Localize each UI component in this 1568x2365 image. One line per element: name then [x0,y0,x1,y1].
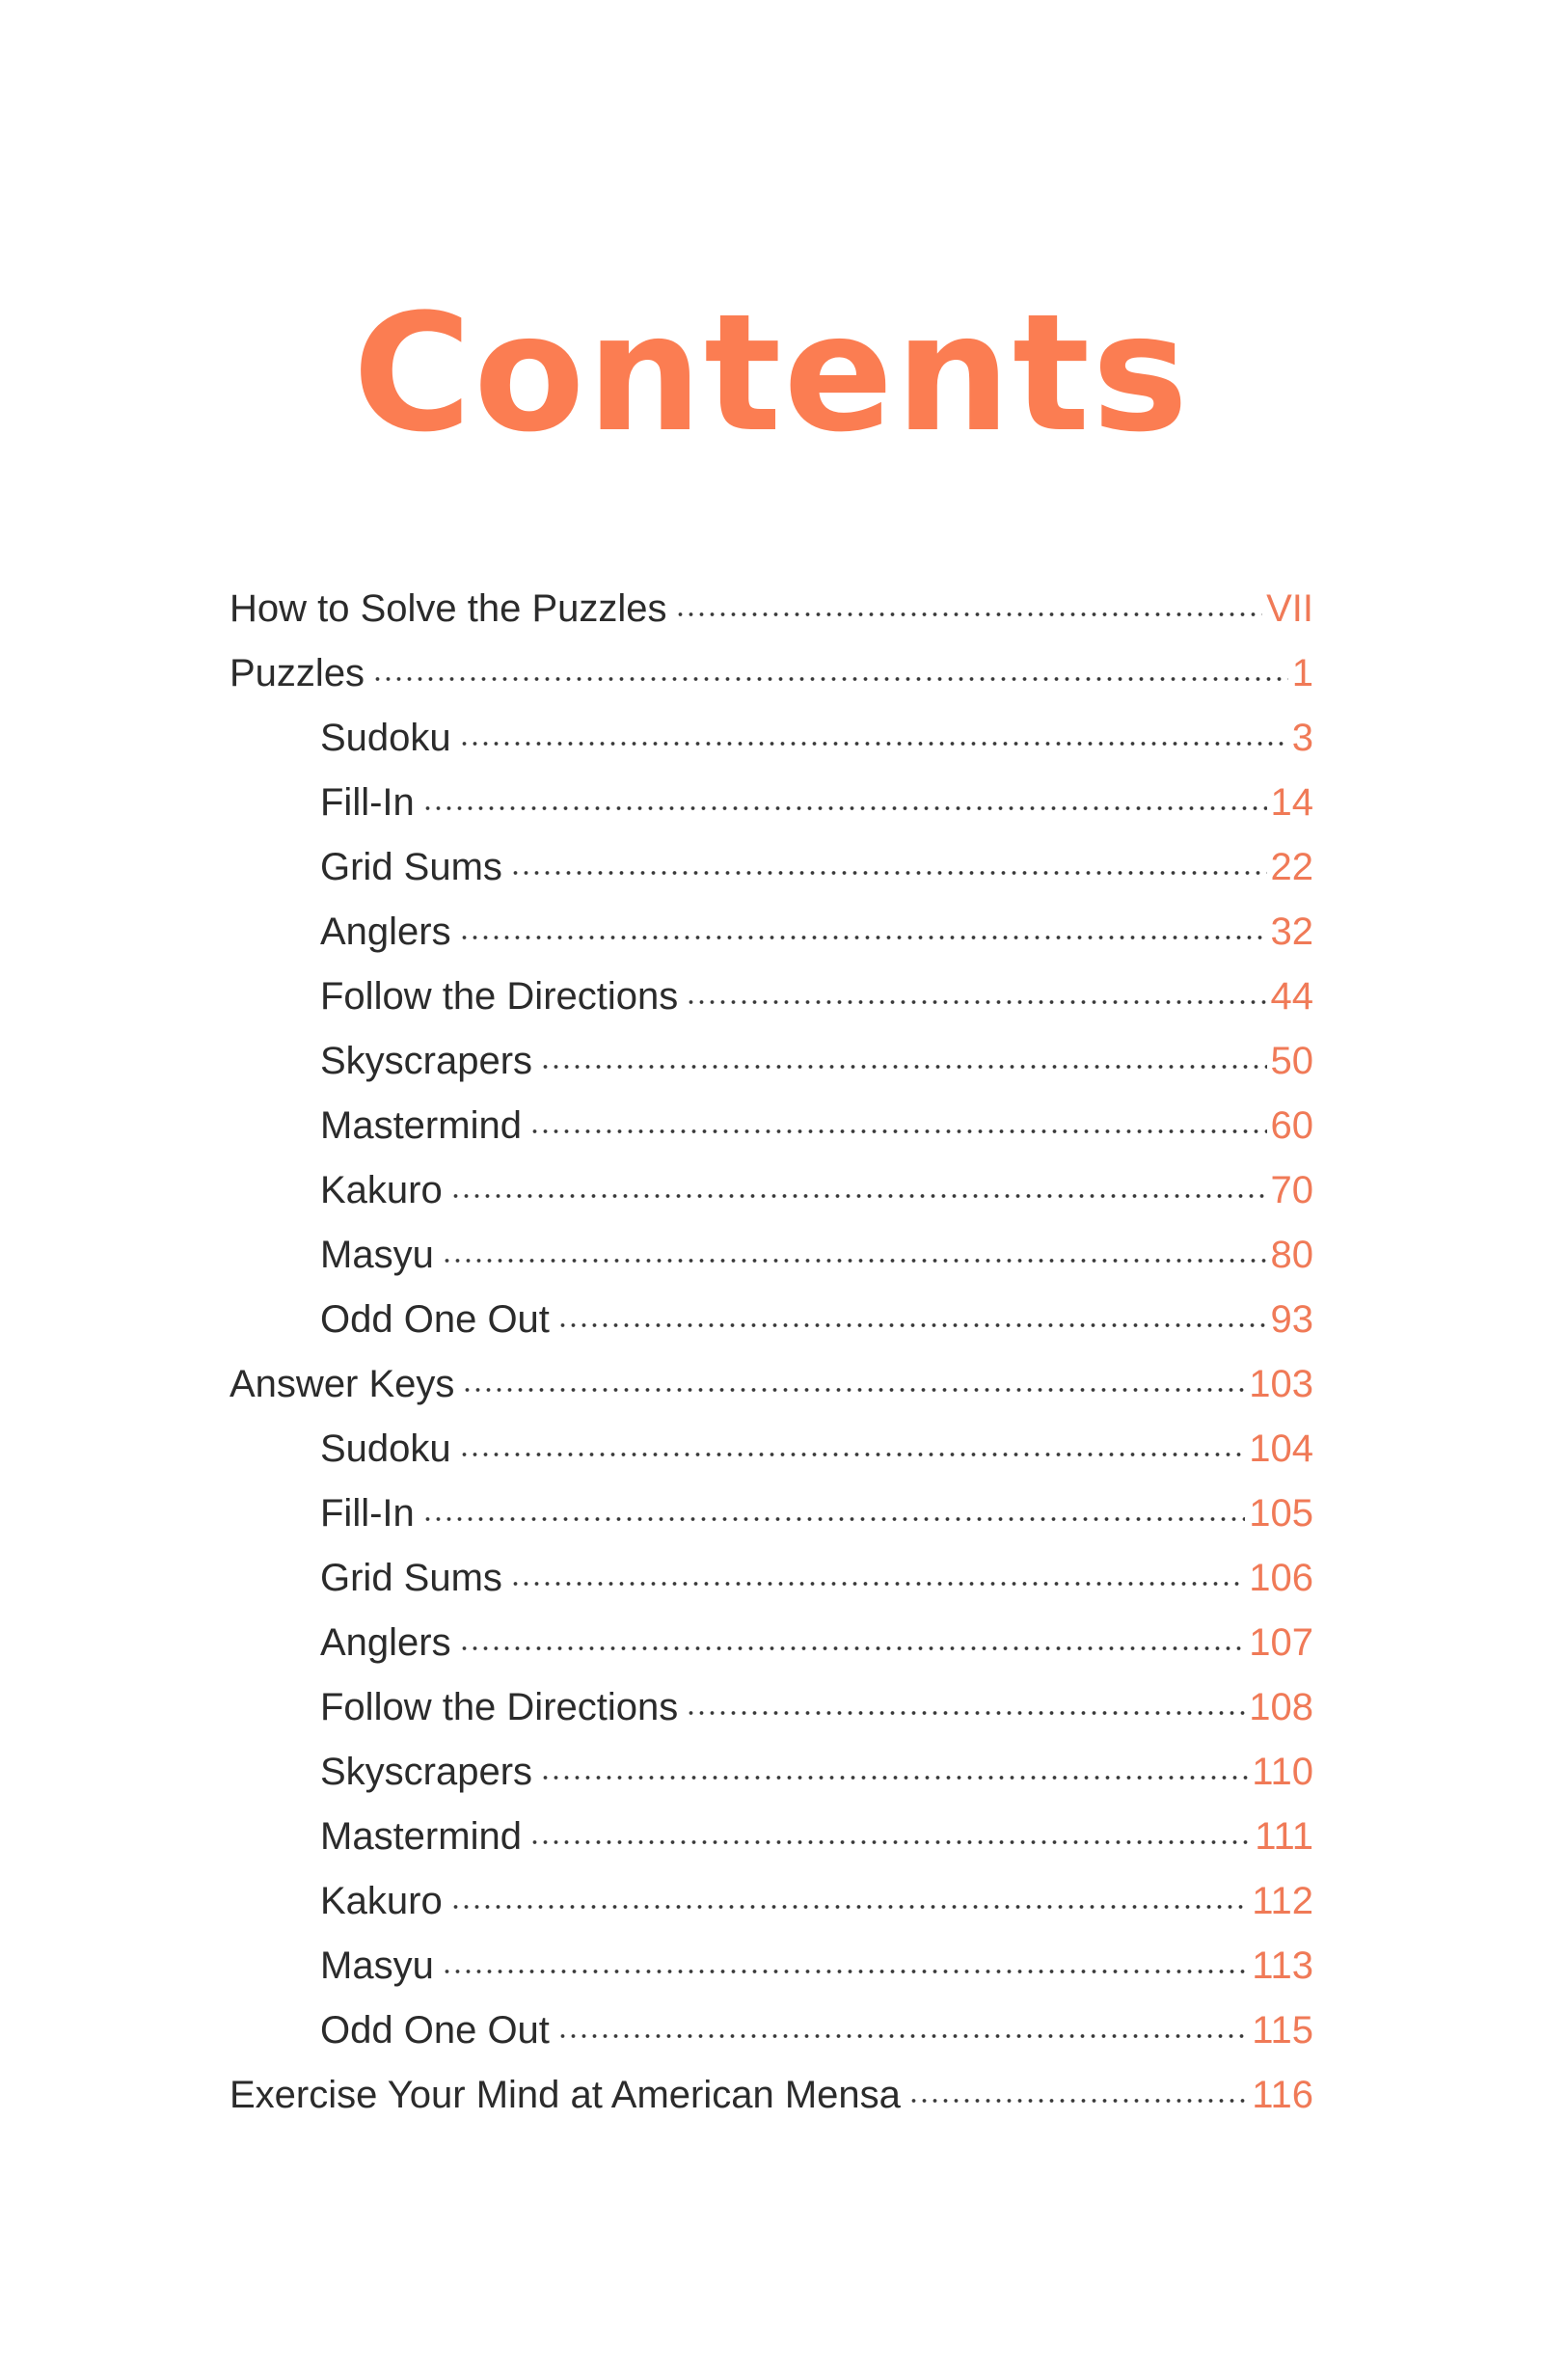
toc-entry-page: 112 [1252,1880,1313,1922]
dot-leader [557,1320,1267,1330]
dot-leader [557,2031,1248,2041]
toc-entry-label: Anglers [320,911,451,953]
dot-leader [450,1191,1267,1201]
toc-entry-page: 32 [1270,911,1313,953]
toc-entry-answers-sudoku[interactable] [230,1417,1313,1482]
toc-entry-answers-masyu[interactable] [230,1934,1313,1998]
dot-leader [686,997,1266,1007]
toc-entry-page: 107 [1249,1621,1313,1664]
toc-entry-page: VII [1266,587,1313,630]
toc-entry-sudoku[interactable] [230,706,1313,771]
dot-leader [462,1385,1245,1395]
toc-entry-label: Odd One Out [320,2009,550,2052]
dot-leader [422,803,1267,813]
toc-entry-label: Follow the Directions [320,975,679,1018]
dot-leader [459,1644,1246,1653]
toc-entry-label: Sudoku [320,717,451,759]
dot-leader [510,1579,1245,1589]
toc-entry-label: Sudoku [320,1427,451,1470]
dot-leader [908,2096,1248,2106]
toc-entry-follow-the-directions[interactable] [230,965,1313,1029]
toc-entry-label: Kakuro [320,1880,443,1922]
toc-entry-page: 44 [1270,975,1313,1018]
toc-entry-fill-in[interactable] [230,771,1313,835]
toc-entry-masyu[interactable] [230,1223,1313,1288]
toc-entry-label: Anglers [320,1621,451,1664]
toc-entry-page: 70 [1270,1169,1313,1211]
toc-entry-label: Kakuro [320,1169,443,1211]
toc-entry-label: Answer Keys [230,1363,455,1405]
toc-entry-odd-one-out[interactable] [230,1288,1313,1352]
toc-entry-kakuro[interactable] [230,1158,1313,1223]
toc-entry-label: Masyu [320,1944,434,1987]
toc-entry-page: 106 [1249,1557,1313,1599]
toc-entry-anglers[interactable] [230,900,1313,965]
toc-entry-page: 60 [1270,1104,1313,1147]
toc-entry-page: 14 [1270,781,1313,824]
toc-entry-page: 80 [1270,1234,1313,1276]
toc-entry-mastermind[interactable] [230,1094,1313,1158]
toc-entry-page: 115 [1252,2009,1313,2052]
page-title: Contents [352,278,1191,468]
toc-entry-page: 105 [1249,1492,1313,1535]
toc-entry-skyscrapers[interactable] [230,1029,1313,1094]
table-of-contents [230,577,1313,2128]
toc-entry-answers-fill-in[interactable] [230,1482,1313,1546]
toc-entry-answers-follow-the-directions[interactable] [230,1675,1313,1740]
toc-entry-page: 50 [1270,1040,1313,1082]
toc-entry-answers-mastermind[interactable] [230,1805,1313,1869]
toc-entry-label: Exercise Your Mind at American Mensa [230,2074,901,2116]
toc-entry-page: 104 [1249,1427,1313,1470]
dot-leader [540,1773,1248,1782]
toc-entry-page: 22 [1270,846,1313,888]
toc-entry-how-to-solve[interactable] [230,577,1313,641]
toc-entry-page: 3 [1291,717,1313,759]
dot-leader [529,1837,1251,1847]
dot-leader [540,1062,1266,1072]
toc-entry-label: Grid Sums [320,1557,502,1599]
toc-entry-grid-sums[interactable] [230,835,1313,900]
toc-entry-label: Skyscrapers [320,1040,533,1082]
toc-entry-exercise-your-mind[interactable] [230,2063,1313,2128]
dot-leader [529,1127,1267,1136]
toc-entry-label: Fill-In [320,1492,415,1535]
toc-entry-answers-grid-sums[interactable] [230,1546,1313,1611]
toc-entry-label: Masyu [320,1234,434,1276]
dot-leader [686,1708,1245,1718]
toc-entry-answers-kakuro[interactable] [230,1869,1313,1934]
toc-entry-label: Fill-In [320,781,415,824]
toc-entry-label: Grid Sums [320,846,502,888]
toc-entry-page: 108 [1249,1686,1313,1728]
dot-leader [459,933,1267,942]
toc-entry-page: 113 [1252,1944,1313,1987]
toc-entry-label: Follow the Directions [320,1686,679,1728]
toc-entry-answers-odd-one-out[interactable] [230,1998,1313,2063]
toc-entry-answers-anglers[interactable] [230,1611,1313,1675]
dot-leader [510,868,1267,878]
toc-entry-page: 93 [1270,1298,1313,1341]
toc-entry-puzzles[interactable] [230,641,1313,706]
toc-entry-label: Odd One Out [320,1298,550,1341]
toc-entry-answer-keys[interactable] [230,1352,1313,1417]
toc-entry-page: 1 [1291,652,1313,694]
dot-leader [459,739,1288,748]
toc-entry-label: Skyscrapers [320,1751,533,1793]
toc-entry-label: Mastermind [320,1104,522,1147]
toc-entry-page: 111 [1255,1815,1313,1858]
toc-entry-label: How to Solve the Puzzles [230,587,667,630]
dot-leader [442,1256,1267,1265]
dot-leader [372,674,1288,684]
toc-entry-page: 103 [1249,1363,1313,1405]
toc-entry-label: Mastermind [320,1815,522,1858]
dot-leader [450,1902,1248,1912]
toc-entry-label: Puzzles [230,652,365,694]
toc-entry-page: 110 [1252,1751,1313,1793]
dot-leader [675,610,1263,619]
toc-entry-answers-skyscrapers[interactable] [230,1740,1313,1805]
dot-leader [442,1967,1248,1976]
toc-entry-page: 116 [1252,2074,1313,2116]
dot-leader [459,1450,1246,1459]
dot-leader [422,1514,1245,1524]
